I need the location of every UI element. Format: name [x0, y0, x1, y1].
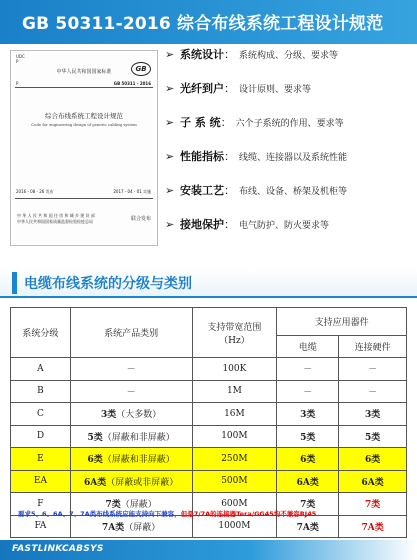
- cell-grade: B: [11, 380, 71, 403]
- cell-category-type: 3类: [101, 410, 117, 421]
- cell-category: [70, 448, 192, 471]
- cell-category-type: 6A类: [84, 477, 107, 488]
- footer-bar: [0, 540, 417, 560]
- cell-bandwidth: 100M: [192, 425, 277, 448]
- cover-issuer-1: 中 华 人 民 共 和 国 住 房 和 城 乡 建 设 部: [17, 213, 95, 218]
- header-grade: 系统分级: [11, 308, 71, 358]
- feature-item: ➢ 接地保护 ： 电气防护、防火要求等: [165, 217, 330, 231]
- arrow-icon: ➢: [165, 81, 175, 95]
- feature-name: 光纤到户: [180, 82, 224, 95]
- cabling-class-table: [10, 307, 407, 538]
- feature-item: ➢ 光纤到户 ： 设计原则、要求等: [165, 81, 312, 95]
- cell-category: [70, 470, 192, 493]
- cell-connector: 6A类: [339, 470, 407, 493]
- cell-category-type: 7类: [105, 500, 121, 511]
- cell-cable: －: [277, 358, 339, 381]
- cover-org: 中华人民共和国国家标准: [56, 69, 112, 75]
- table-row: [11, 403, 407, 426]
- cover-pcode: P: [16, 81, 19, 86]
- header-bandwidth-unit: （Hz）: [219, 335, 250, 346]
- section-title: 电缆布线系统的分级与类别: [24, 276, 192, 292]
- arrow-icon: ➢: [165, 115, 175, 129]
- compatibility-note: [18, 509, 316, 518]
- table-row-highlighted: [11, 448, 407, 471]
- gb-logo-icon: GB: [131, 62, 151, 76]
- feature-desc: 布线、设备、桥架及机柜等: [239, 186, 348, 197]
- cell-cable: 7A类: [277, 515, 339, 538]
- cover-issuer-2: 中华人民共和国国家质量监督检验检疫总局: [17, 219, 93, 224]
- page-title: GB 50311-2016 综合布线系统工程设计规范: [22, 14, 384, 34]
- feature-name: 性能指标: [180, 150, 224, 163]
- cell-bandwidth: 500M: [192, 470, 277, 493]
- cell-bandwidth: 250M: [192, 448, 277, 471]
- header-components: 支持应用器件: [277, 308, 407, 336]
- cell-grade: EA: [11, 470, 71, 493]
- feature-desc: 电气防护、防火要求等: [239, 220, 330, 231]
- table-row: [11, 358, 407, 381]
- feature-name: 系统设计: [180, 48, 224, 61]
- feature-item: ➢ 系统设计 ： 系统构成、分级、要求等: [165, 47, 339, 61]
- cell-cable: －: [277, 380, 339, 403]
- header-bandwidth-label: 支持带宽范围: [207, 322, 262, 333]
- cell-cable: 6类: [277, 448, 339, 471]
- brand-logo: FASTLINKCABSYS: [12, 544, 104, 554]
- cover-divider: [15, 87, 153, 88]
- cell-grade: E: [11, 448, 71, 471]
- header-cable: 电缆: [277, 336, 339, 358]
- arrow-icon: ➢: [165, 149, 175, 163]
- note-red-text: 但是7/7A的连接器Tera/GG45均不兼容RJ45: [180, 510, 317, 518]
- cell-bandwidth: 100K: [192, 358, 277, 381]
- feature-item: ➢ 性能指标 ： 线缆、连接器以及系统性能: [165, 149, 348, 163]
- arrow-icon: ➢: [165, 47, 175, 61]
- cover-p: P: [16, 59, 19, 64]
- cell-cable: 5类: [277, 425, 339, 448]
- cell-grade: C: [11, 403, 71, 426]
- cell-category-main: －: [126, 365, 136, 376]
- cover-udc: UDC: [16, 54, 25, 59]
- cell-category-note: （屏蔽）: [124, 522, 161, 533]
- cover-publish-date: 2016 - 08 - 26 发布: [16, 189, 54, 194]
- header-category: 系统产品类别: [70, 308, 192, 358]
- cell-connector: 5类: [339, 425, 407, 448]
- cell-category: [70, 425, 192, 448]
- cover-implement-date: 2017 - 04 - 01 实施: [113, 189, 151, 194]
- cell-bandwidth: 16M: [192, 403, 277, 426]
- table-row: [11, 425, 407, 448]
- feature-name: 安装工艺: [180, 184, 224, 197]
- cell-grade: F: [11, 493, 71, 516]
- cell-bandwidth: 1M: [192, 380, 277, 403]
- cell-category: [70, 515, 192, 538]
- cell-grade: D: [11, 425, 71, 448]
- feature-desc: 系统构成、分级、要求等: [239, 50, 339, 61]
- cell-cable: 6A类: [277, 470, 339, 493]
- feature-desc: 六个子系统的作用、要求等: [235, 118, 344, 129]
- cell-category-note: （屏蔽）: [120, 500, 157, 511]
- cell-category-note: （屏蔽或非屏蔽）: [106, 477, 179, 488]
- table-row: [11, 380, 407, 403]
- cell-category-note: （大多数）: [116, 410, 162, 421]
- header-connector: 连接硬件: [339, 336, 407, 358]
- table-row-highlighted: [11, 470, 407, 493]
- note-blue-text: 要求5、6、6A、7、7A类布线系统应能支持向下兼容，: [18, 510, 181, 518]
- feature-desc: 线缆、连接器以及系统性能: [239, 152, 348, 163]
- cell-category-type: 6类: [87, 455, 103, 466]
- feature-desc: 设计原则、要求等: [239, 84, 312, 95]
- cell-connector: 3类: [339, 403, 407, 426]
- feature-item: ➢ 安装工艺 ： 布线、设备、桥架及机柜等: [165, 183, 348, 197]
- table-header-row: [11, 308, 407, 336]
- cell-category: [70, 380, 192, 403]
- cell-category: [70, 358, 192, 381]
- arrow-icon: ➢: [165, 217, 175, 231]
- cover-doc-name-en: Code for engineering design of generic cabling system: [31, 122, 137, 127]
- cell-category-note: （屏蔽和非屏蔽）: [102, 455, 175, 466]
- top-banner: [0, 0, 417, 44]
- cell-category-type: 7A类: [102, 522, 125, 533]
- cell-connector: 6类: [339, 448, 407, 471]
- section-accent: [12, 272, 17, 294]
- header-bandwidth: [192, 308, 277, 358]
- cell-category-type: 5类: [87, 432, 103, 443]
- cell-bandwidth: 1000M: [192, 515, 277, 538]
- cell-bandwidth: 600M: [192, 493, 277, 516]
- cover-gb-number: GB 50311 - 2016: [113, 81, 151, 86]
- cell-category-main: －: [126, 387, 136, 398]
- cell-connector: 7A类: [339, 515, 407, 538]
- cell-cable: 7类: [277, 493, 339, 516]
- cover-divider-2: [15, 198, 153, 199]
- cell-connector: －: [339, 380, 407, 403]
- feature-item: ➢ 子 系 统 ： 六个子系统的作用、要求等: [165, 115, 344, 129]
- section-header: [0, 268, 417, 298]
- table-row: [11, 515, 407, 538]
- cell-cable: 3类: [277, 403, 339, 426]
- feature-name: 子 系 统: [180, 116, 221, 129]
- cover-issuer-suffix: 联合发布: [130, 216, 151, 222]
- standard-cover-image: [10, 50, 158, 246]
- cover-doc-name: 综合布线系统工程设计规范: [45, 112, 123, 120]
- cell-connector: 7类: [339, 493, 407, 516]
- cell-grade: FA: [11, 515, 71, 538]
- cell-category: [70, 403, 192, 426]
- cell-category-note: （屏蔽和非屏蔽）: [102, 432, 175, 443]
- cell-connector: －: [339, 358, 407, 381]
- arrow-icon: ➢: [165, 183, 175, 197]
- cell-grade: A: [11, 358, 71, 381]
- feature-name: 接地保护: [180, 218, 224, 231]
